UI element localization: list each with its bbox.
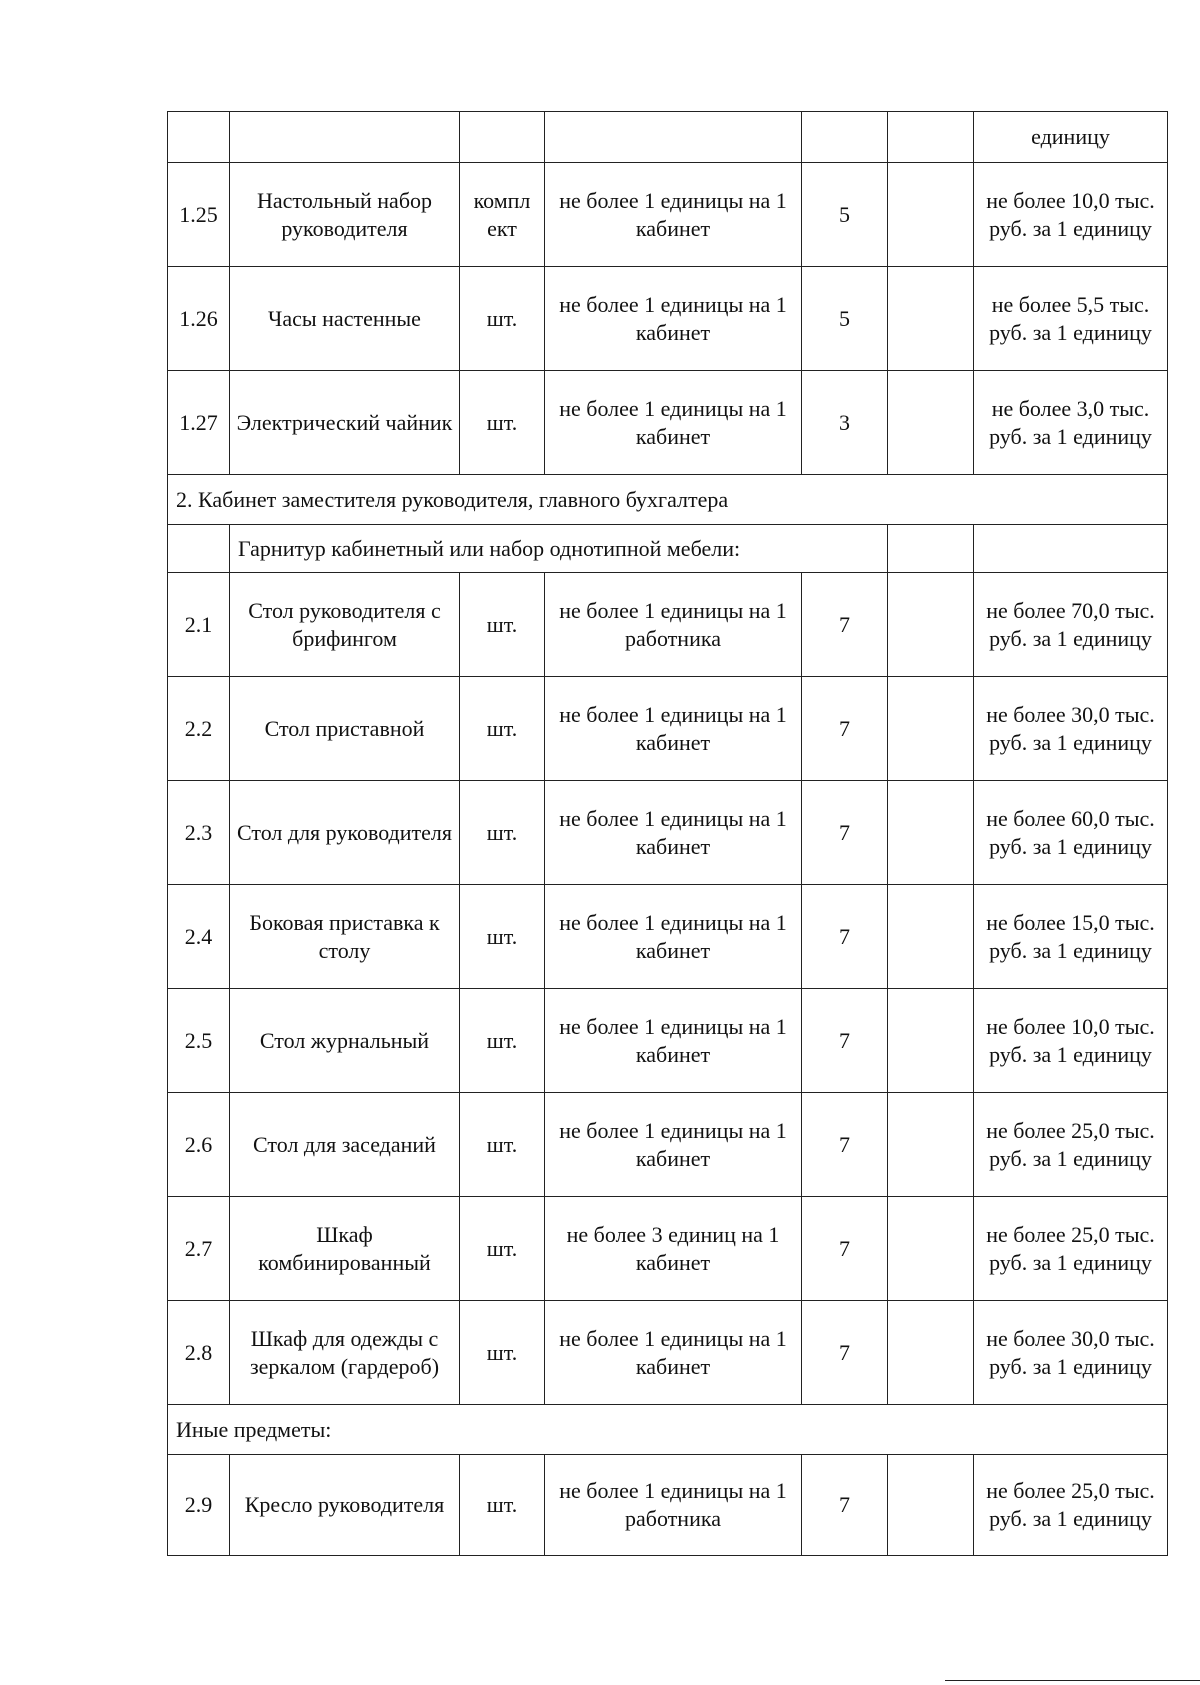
section-title: 2. Кабинет заместителя руководителя, главного бухгалтера — [168, 475, 1168, 525]
section-header-row — [168, 1405, 1168, 1455]
table-row — [168, 573, 1168, 677]
table-row — [168, 989, 1168, 1093]
cell-number: 1.27 — [168, 371, 230, 475]
cell-service-life: 7 — [802, 781, 888, 885]
cell-number: 2.9 — [168, 1455, 230, 1556]
cell-item-name: Шкаф для одежды с зеркалом (гардероб) — [230, 1301, 460, 1405]
cell-number: 2.3 — [168, 781, 230, 885]
cell-unit — [460, 112, 545, 163]
table-row — [168, 1455, 1168, 1556]
cell-quantity-norm: не более 1 единицы на 1 работника — [545, 1455, 802, 1556]
cell-unit: шт. — [460, 573, 545, 677]
section-title: Иные предметы: — [168, 1405, 1168, 1455]
cell-price-limit: единицу — [974, 112, 1168, 163]
cell-unit: шт. — [460, 989, 545, 1093]
cell-item-name: Стол для заседаний — [230, 1093, 460, 1197]
table-row — [168, 781, 1168, 885]
cell-item-name: Шкаф комбинированный — [230, 1197, 460, 1301]
table-row — [168, 1197, 1168, 1301]
cell-number: 2.7 — [168, 1197, 230, 1301]
table-row — [168, 1301, 1168, 1405]
cell-service-life: 7 — [802, 989, 888, 1093]
table-row — [168, 885, 1168, 989]
cell-extra — [888, 1093, 974, 1197]
cell-item-name: Настольный набор руководителя — [230, 163, 460, 267]
cell-number: 1.26 — [168, 267, 230, 371]
cell-extra — [888, 1455, 974, 1556]
cell-number: 2.2 — [168, 677, 230, 781]
cell-price-limit: не более 70,0 тыс. руб. за 1 единицу — [974, 573, 1168, 677]
cell-price-limit: не более 10,0 тыс. руб. за 1 единицу — [974, 989, 1168, 1093]
cell-number: 1.25 — [168, 163, 230, 267]
cell-quantity-norm: не более 1 единицы на 1 кабинет — [545, 781, 802, 885]
cell-price-limit: не более 5,5 тыс. руб. за 1 единицу — [974, 267, 1168, 371]
cell-extra — [888, 677, 974, 781]
cell-number: 2.5 — [168, 989, 230, 1093]
cell-service-life: 7 — [802, 1455, 888, 1556]
cell-number — [168, 112, 230, 163]
cell-extra — [888, 573, 974, 677]
cell-quantity-norm: не более 1 единицы на 1 кабинет — [545, 677, 802, 781]
cell-service-life — [802, 112, 888, 163]
cell-service-life: 7 — [802, 885, 888, 989]
cell-extra — [888, 1301, 974, 1405]
cell-service-life: 7 — [802, 1093, 888, 1197]
cell-item-name — [230, 112, 460, 163]
subsection-title: Гарнитур кабинетный или набор однотипной мебели: — [230, 525, 888, 573]
cell-unit: шт. — [460, 1197, 545, 1301]
cell-service-life: 5 — [802, 267, 888, 371]
cell-price-limit: не более 30,0 тыс. руб. за 1 единицу — [974, 677, 1168, 781]
cell-unit: шт. — [460, 267, 545, 371]
cell-service-life: 3 — [802, 371, 888, 475]
table-body — [168, 112, 1168, 1556]
cell-price-limit: не более 3,0 тыс. руб. за 1 единицу — [974, 371, 1168, 475]
cell-number: 2.6 — [168, 1093, 230, 1197]
table-row — [168, 112, 1168, 163]
cell-price-limit: не более 25,0 тыс. руб. за 1 единицу — [974, 1455, 1168, 1556]
cell-price-limit: не более 60,0 тыс. руб. за 1 единицу — [974, 781, 1168, 885]
cell-unit: шт. — [460, 885, 545, 989]
cell-quantity-norm: не более 1 единицы на 1 кабинет — [545, 989, 802, 1093]
cell-price-limit: не более 10,0 тыс. руб. за 1 единицу — [974, 163, 1168, 267]
cell-service-life: 7 — [802, 573, 888, 677]
cell-item-name: Часы настенные — [230, 267, 460, 371]
cell-service-life: 7 — [802, 1301, 888, 1405]
section-header-row — [168, 475, 1168, 525]
cell-number — [168, 525, 230, 573]
cell-unit: шт. — [460, 1093, 545, 1197]
table-row — [168, 1093, 1168, 1197]
cell-quantity-norm: не более 1 единицы на 1 кабинет — [545, 267, 802, 371]
table-row — [168, 267, 1168, 371]
cell-unit: шт. — [460, 371, 545, 475]
cell-item-name: Стол приставной — [230, 677, 460, 781]
cell-item-name: Кресло руководителя — [230, 1455, 460, 1556]
cell-quantity-norm: не более 1 единицы на 1 кабинет — [545, 163, 802, 267]
cell-extra — [888, 781, 974, 885]
cell-service-life: 7 — [802, 1197, 888, 1301]
cell-extra — [888, 885, 974, 989]
cell-item-name: Боковая приставка к столу — [230, 885, 460, 989]
cell-quantity-norm: не более 1 единицы на 1 кабинет — [545, 1301, 802, 1405]
subsection-header-row — [168, 525, 1168, 573]
cell-number: 2.8 — [168, 1301, 230, 1405]
cell-extra — [888, 371, 974, 475]
cell-unit: шт. — [460, 781, 545, 885]
cell-service-life: 5 — [802, 163, 888, 267]
page-bottom-rule — [945, 1680, 1200, 1681]
cell-service-life: 7 — [802, 677, 888, 781]
cell-extra — [888, 163, 974, 267]
cell-unit: шт. — [460, 1301, 545, 1405]
cell-unit: компл ект — [460, 163, 545, 267]
cell-item-name: Стол для руководителя — [230, 781, 460, 885]
table-row — [168, 163, 1168, 267]
cell-number: 2.1 — [168, 573, 230, 677]
cell-item-name: Стол руководителя с брифингом — [230, 573, 460, 677]
cell-item-name: Стол журнальный — [230, 989, 460, 1093]
cell-extra — [888, 1197, 974, 1301]
cell-price-limit — [974, 525, 1168, 573]
furniture-norms-table — [167, 111, 1168, 1556]
cell-unit: шт. — [460, 1455, 545, 1556]
cell-quantity-norm: не более 1 единицы на 1 кабинет — [545, 1093, 802, 1197]
cell-quantity-norm: не более 1 единицы на 1 кабинет — [545, 885, 802, 989]
cell-unit: шт. — [460, 677, 545, 781]
cell-extra — [888, 525, 974, 573]
table-row — [168, 677, 1168, 781]
cell-price-limit: не более 25,0 тыс. руб. за 1 единицу — [974, 1197, 1168, 1301]
cell-price-limit: не более 15,0 тыс. руб. за 1 единицу — [974, 885, 1168, 989]
cell-extra — [888, 112, 974, 163]
cell-price-limit: не более 30,0 тыс. руб. за 1 единицу — [974, 1301, 1168, 1405]
cell-quantity-norm: не более 3 единиц на 1 кабинет — [545, 1197, 802, 1301]
cell-extra — [888, 267, 974, 371]
cell-price-limit: не более 25,0 тыс. руб. за 1 единицу — [974, 1093, 1168, 1197]
cell-number: 2.4 — [168, 885, 230, 989]
table-row — [168, 371, 1168, 475]
cell-quantity-norm: не более 1 единицы на 1 работника — [545, 573, 802, 677]
cell-quantity-norm — [545, 112, 802, 163]
cell-item-name: Электрический чайник — [230, 371, 460, 475]
cell-quantity-norm: не более 1 единицы на 1 кабинет — [545, 371, 802, 475]
cell-extra — [888, 989, 974, 1093]
